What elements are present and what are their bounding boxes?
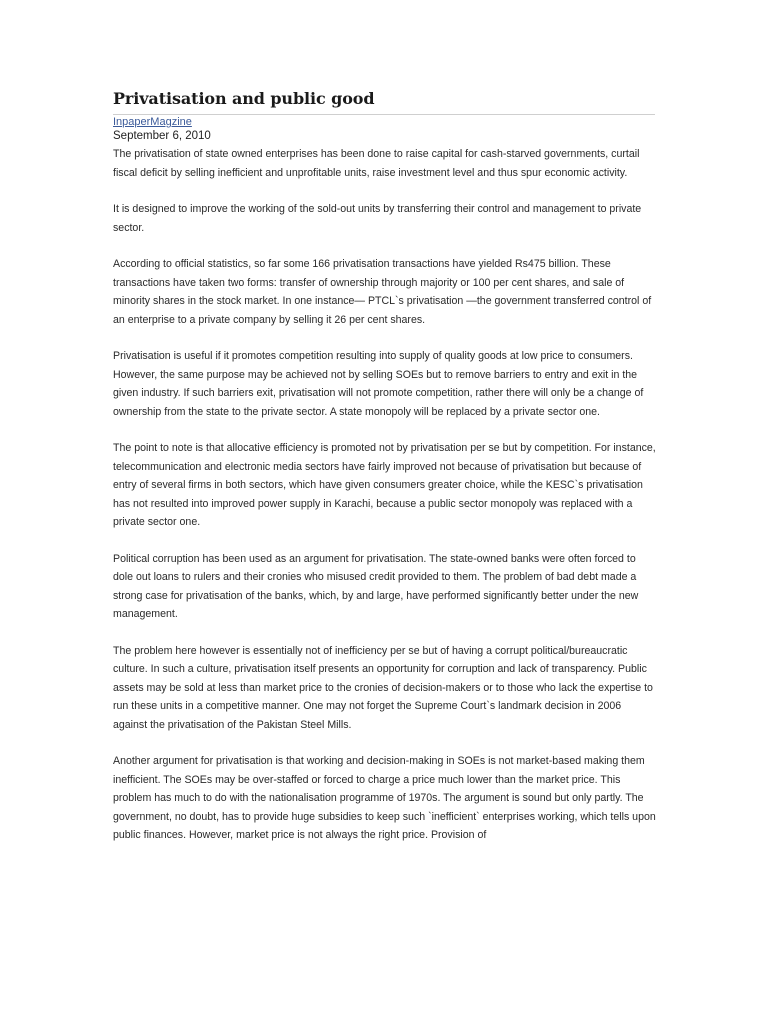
paragraph-2: It is designed to improve the working of the sold-out units by transferring their control and management to private sector. (113, 203, 642, 234)
paragraph-6: Political corruption has been used as an argument for privatisation. The state-owned banks were often forced to dole out loans to rulers and their cronies who misused credit provided to them. The problem of bad debt made a strong case for privatisation of the banks, which, by and large, have performed significantly better under the new management. (113, 552, 639, 620)
byline (113, 116, 658, 129)
paragraph-7: The problem here however is essentially not of inefficiency per se but of having a corrupt political/bureaucratic culture. In such a culture, privatisation itself presents an opportunity for corruption and lack of transparency. Public assets may be sold at less than market price to the cronies of decision-makers or to those who lack the expertise to run these units in a competitive manner. One may not forget the Supreme Court`s landmark decision in 2006 against the privatisation of the Pakistan Steel Mills. (113, 644, 653, 731)
paragraph-1: The privatisation of state owned enterprises has been done to raise capital for cash-starved governments, curtail fiscal deficit by selling inefficient and unprofitable units, raise investment level and thus spur economic activity. (113, 148, 640, 179)
title-divider (113, 114, 655, 115)
author-link[interactable]: InpaperMagzine (113, 116, 192, 128)
publish-date: September 6, 2010 (113, 130, 211, 142)
paragraph-5: The point to note is that allocative efficiency is promoted not by privatisation per se but by competition. For instance, telecommunication and electronic media sectors have fairly improved not because of privatisation but because of entry of several firms in both sectors, which have given consumers greater choice, while the KESC`s privatisation has not resulted into improved power supply in Karachi, because a public sector monopoly was replaced with a private sector one. (113, 442, 656, 528)
article-title: Privatisation and public good (113, 89, 375, 108)
paragraph-8: Another argument for privatisation is that working and decision-making in SOEs is not market-based making them inefficient. The SOEs may be over-staffed or forced to charge a price much lower than the market price. This problem has much to do with the nationalisation programme of 1970s. The argument is sound but only partly. The government, no doubt, has to provide huge subsidies to keep such `inefficient` enterprises working, which tells upon public finances. However, market price is not always the right price. Provision of (113, 755, 656, 841)
paragraph-4: Privatisation is useful if it promotes competition resulting into supply of quality goods at low price to consumers. However, the same purpose may be achieved not by selling SOEs but to remove barriers to entry and exit in the given industry. If such barriers exit, privatisation will not promote competition, rather there will only be a change of ownership from the state to the private sector. A state monopoly will be replaced by a private sector one. (113, 350, 644, 418)
paragraph-3: According to official statistics, so far some 166 privatisation transactions have yielded Rs475 billion. These transactions have taken two forms: transfer of ownership through majority or 100 per cent shares, and sale of minority shares in the stock market. In one instance— PTCL`s privatisation —the government transferred control of an enterprise to a private company by selling it 26 per cent shares. (113, 258, 652, 326)
article (113, 86, 658, 863)
